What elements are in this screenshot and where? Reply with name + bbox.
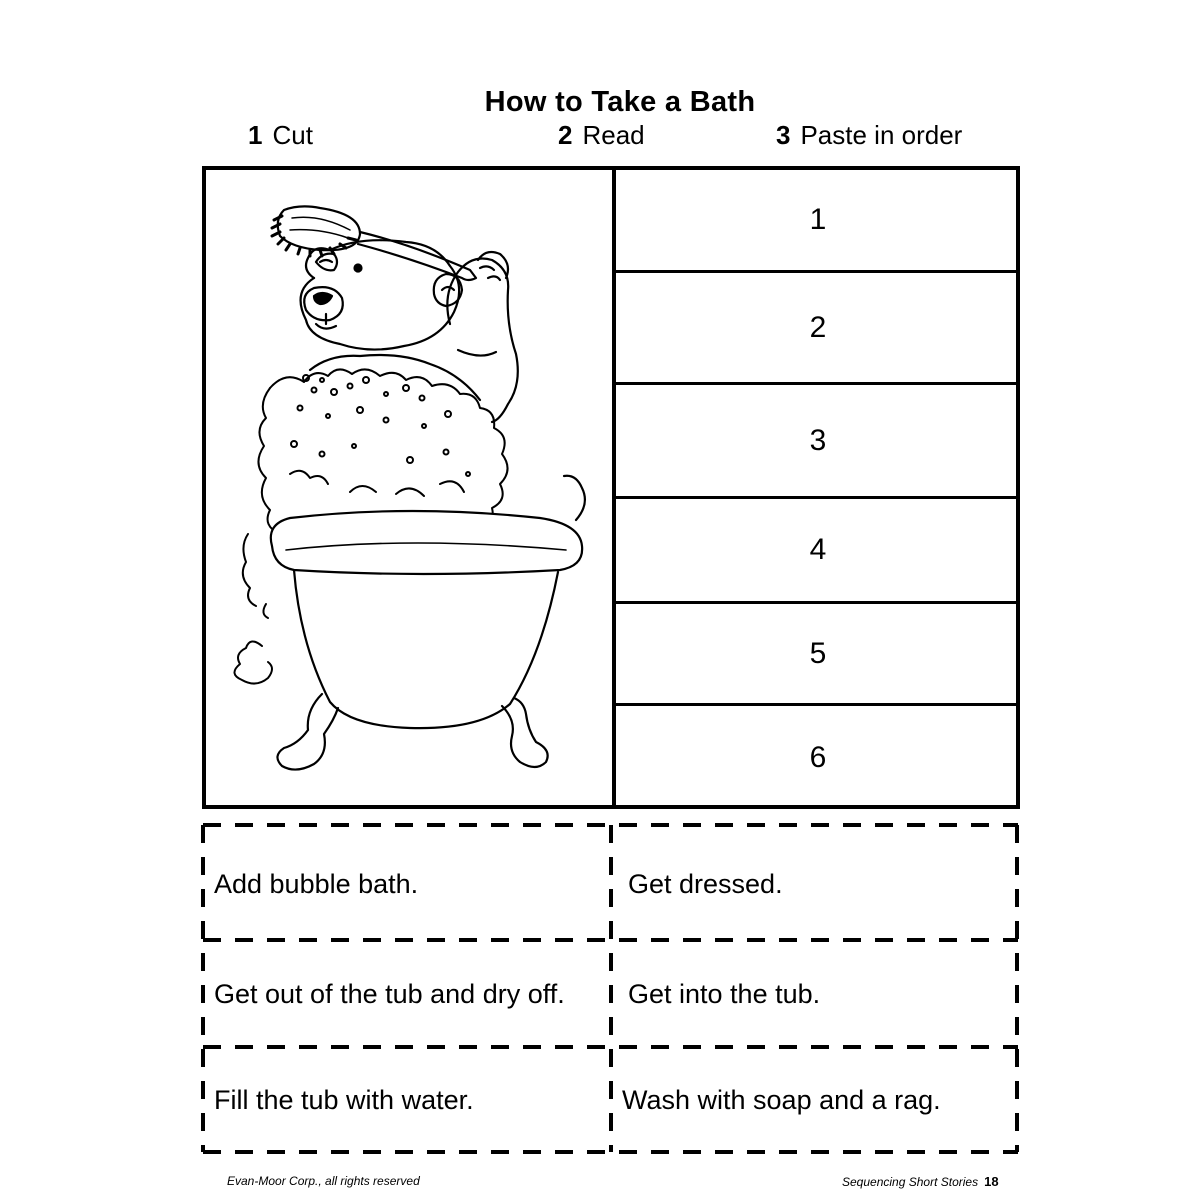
slot-2: 2 bbox=[809, 311, 827, 344]
bathtub-icon bbox=[271, 476, 585, 770]
step-label: Read bbox=[582, 120, 645, 150]
sentence-strip[interactable] bbox=[214, 944, 604, 1044]
sentence-text: Wash with soap and a rag. bbox=[622, 1085, 941, 1115]
sentence-text: Get into the tub. bbox=[628, 979, 821, 1009]
book-title: Sequencing Short Stories bbox=[842, 1175, 979, 1189]
sentence-strip[interactable] bbox=[214, 830, 604, 938]
sentence-strip[interactable] bbox=[628, 830, 1012, 938]
step-label: Cut bbox=[272, 120, 313, 150]
sentence-text: Fill the tub with water. bbox=[214, 1085, 474, 1115]
step-number: 3 bbox=[776, 120, 791, 150]
slot-6: 6 bbox=[809, 740, 827, 774]
sentence-text: Get dressed. bbox=[628, 869, 783, 899]
step-label: Paste in order bbox=[800, 120, 963, 150]
sentence-strip[interactable] bbox=[622, 1051, 1012, 1149]
slot-3: 3 bbox=[809, 424, 827, 457]
book-footer bbox=[842, 1174, 999, 1189]
step-read bbox=[558, 120, 645, 151]
sentence-strip[interactable] bbox=[214, 1051, 604, 1149]
slot-1: 1 bbox=[809, 203, 827, 236]
brush-icon bbox=[272, 206, 476, 280]
step-number: 2 bbox=[558, 120, 573, 150]
step-paste bbox=[776, 120, 962, 151]
paste-frame bbox=[202, 166, 1020, 809]
sentence-strip[interactable] bbox=[628, 944, 1012, 1044]
bear-in-bathtub-icon bbox=[210, 174, 610, 804]
sentence-text: Add bubble bath. bbox=[214, 869, 419, 899]
slot-5: 5 bbox=[809, 637, 827, 670]
step-cut bbox=[248, 120, 313, 151]
sentence-text: Get out of the tub and dry off. bbox=[214, 979, 565, 1009]
copyright-footer: Evan-Moor Corp., all rights reserved bbox=[227, 1174, 420, 1188]
page-number: 18 bbox=[984, 1174, 999, 1189]
page-title: How to Take a Bath bbox=[484, 86, 756, 118]
slot-4: 4 bbox=[809, 533, 827, 566]
step-number: 1 bbox=[248, 120, 263, 150]
